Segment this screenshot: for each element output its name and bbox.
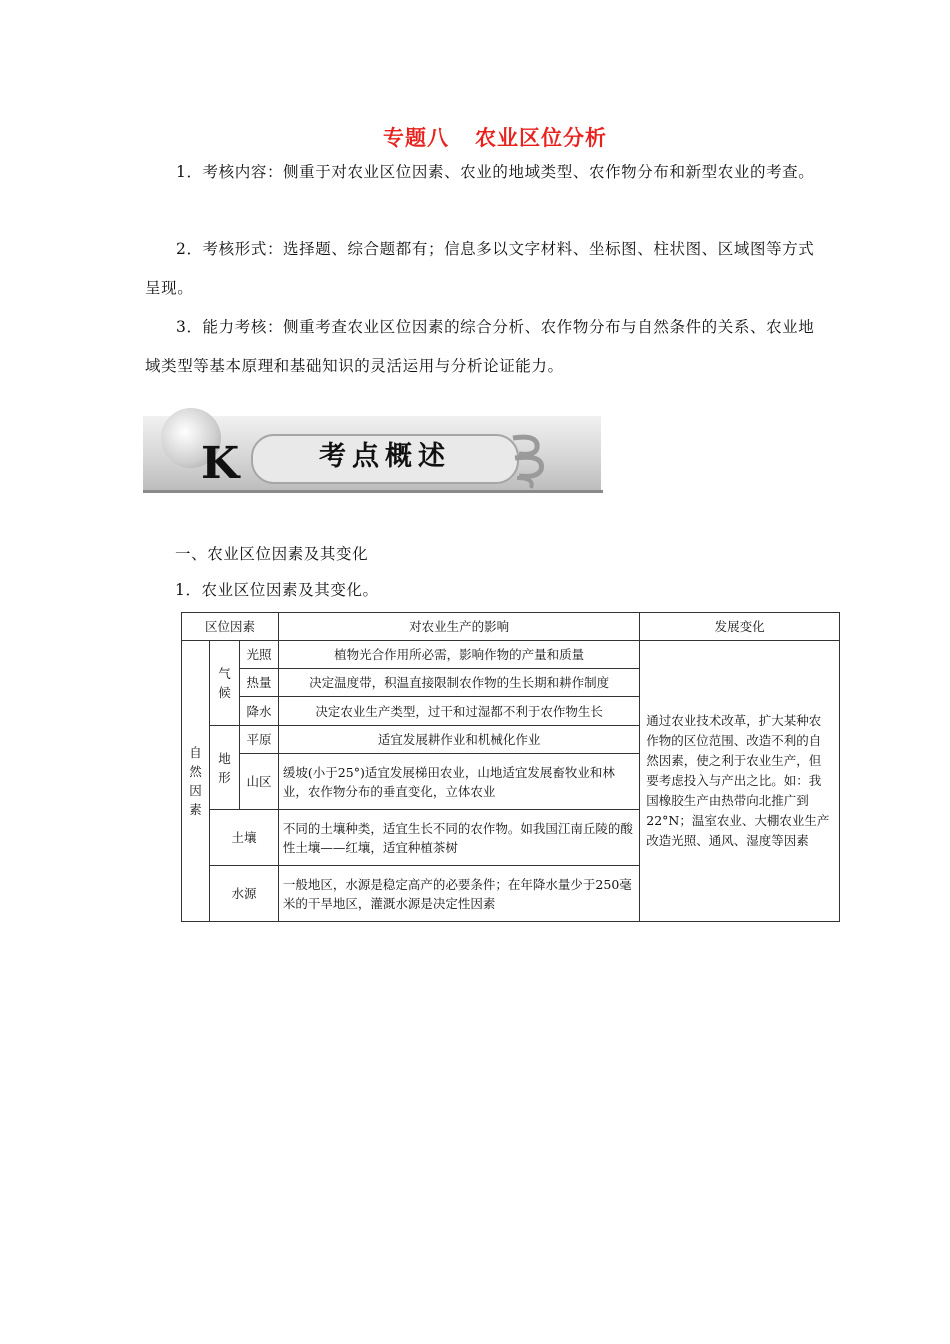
title-part1: 专题八 — [383, 126, 449, 150]
table-row — [182, 641, 840, 669]
group-terrain: 地形 — [209, 726, 239, 810]
factor-water: 降水 — [239, 697, 278, 726]
banner-text: 考点概述 — [319, 441, 451, 472]
intro-item-2: 2．考核形式：选择题、综合题都有；信息多以文字材料、坐标图、柱状图、区域图等方式呈现。 — [145, 240, 815, 297]
group-natural-factors: 自然因素 — [182, 641, 210, 922]
section-banner — [143, 406, 603, 494]
group-climate: 气候 — [209, 641, 239, 726]
effect-heat: 决定温度带，积温直接限制农作物的生长期和耕作制度 — [278, 669, 639, 697]
effect-water: 决定农业生产类型，过干和过湿都不利于农作物生长 — [278, 697, 639, 726]
factor-light: 光照 — [239, 641, 278, 669]
banner-letter: K — [201, 438, 240, 489]
effect-light: 植物光合作用所必需，影响作物的产量和质量 — [278, 641, 639, 669]
factor-heat: 热量 — [239, 669, 278, 697]
intro-item-3: 3．能力考核：侧重考查农业区位因素的综合分析、农作物分布与自然条件的关系、农业地域类型等基本原理和基础知识的灵活运用与分析论证能力。 — [145, 318, 815, 375]
effect-mountain: 缓坡(小于25°)适宜发展梯田农业，山地适宜发展畜牧业和林业，农作物分布的垂直变化，立体农业 — [278, 754, 639, 810]
development-cell: 通过农业技术改革，扩大某种农作物的区位范围、改造不利的自然因素，使之利于农业生产，但要考虑投入与产出之比。如：我国橡胶生产由热带向北推广到22°N；温室农业、大棚农业生产改造光照、通风、湿度等因素 — [640, 641, 840, 922]
header-factor: 区位因素 — [182, 613, 279, 641]
banner-underline — [143, 490, 603, 493]
subsection-heading: 1．农业区位因素及其变化。 — [175, 581, 379, 599]
header-development: 发展变化 — [640, 613, 840, 641]
header-effect: 对农业生产的影响 — [278, 613, 639, 641]
page-title — [0, 122, 950, 152]
factor-soil: 土壤 — [209, 810, 278, 866]
effect-water-source: 一般地区，水源是稳定高产的必要条件；在年降水量少于250毫米的干旱地区，灌溉水源是决定性因素 — [278, 866, 639, 922]
section-heading: 一、农业区位因素及其变化 — [175, 545, 369, 563]
factor-plain: 平原 — [239, 726, 278, 754]
title-part2: 农业区位分析 — [475, 126, 607, 150]
factor-mountain: 山区 — [239, 754, 278, 810]
factor-water-source: 水源 — [209, 866, 278, 922]
swirl-decoration-icon — [509, 432, 549, 490]
location-factors-table — [181, 612, 840, 922]
effect-soil: 不同的土壤种类，适宜生长不同的农作物。如我国江南丘陵的酸性土壤——红壤，适宜种植茶树 — [278, 810, 639, 866]
intro-item-1: 1．考核内容：侧重于对农业区位因素、农业的地域类型、农作物分布和新型农业的考查。 — [176, 163, 815, 181]
table-header-row — [182, 613, 840, 641]
effect-plain: 适宜发展耕作业和机械化作业 — [278, 726, 639, 754]
